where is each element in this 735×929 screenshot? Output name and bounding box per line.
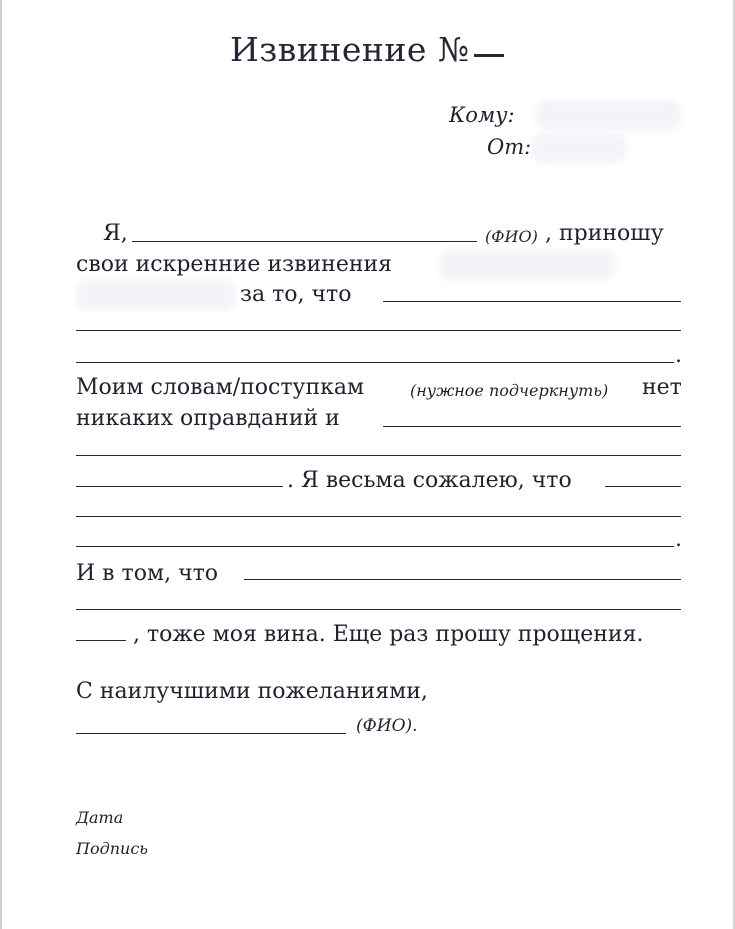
para2-line1: Моим словам/поступкам <box>76 375 365 400</box>
blank-line-7 <box>76 455 681 456</box>
period-2: . <box>675 527 682 552</box>
para3-prefix: И в том, что <box>76 561 219 586</box>
para2-line2: никаких оправданий и <box>76 406 340 431</box>
line3-text: за то, что <box>240 282 352 307</box>
blank-line-8 <box>76 486 283 487</box>
signature-label: Подпись <box>76 839 149 858</box>
blank-line-4 <box>76 330 681 331</box>
blank-line-9 <box>605 486 681 487</box>
date-label: Дата <box>76 808 124 827</box>
blank-line-3 <box>383 301 681 302</box>
closing-wishes: С наилучшими пожеланиями, <box>76 679 428 704</box>
para3-fault: , тоже моя вина. Еще раз прошу прощения. <box>133 622 644 647</box>
to-label: Кому: <box>449 103 515 127</box>
redacted-name-2 <box>76 280 236 310</box>
line1-suffix: , приношу <box>545 221 664 246</box>
document-title <box>230 30 504 69</box>
para2-regret: . Я весьма сожалею, что <box>287 468 572 493</box>
blank-line-10 <box>76 516 681 517</box>
line2-text: свои искренние извинения <box>76 252 393 277</box>
line1-prefix: Я, <box>103 221 128 246</box>
title-number-blank <box>474 54 504 57</box>
recipient-name-redacted <box>536 100 681 130</box>
fio-hint-1: (ФИО) <box>485 227 538 246</box>
blank-line-13 <box>76 609 681 610</box>
page-border-left <box>0 0 2 929</box>
blank-line-14 <box>76 640 126 641</box>
fio-blank-1 <box>132 241 477 242</box>
period-1: . <box>675 343 682 368</box>
para2-net: нет <box>642 375 682 400</box>
closing-fio-blank <box>76 733 346 734</box>
blank-line-12 <box>244 579 681 580</box>
blank-line-11 <box>76 546 674 547</box>
redacted-name-1 <box>440 250 615 280</box>
title-text: Извинение № <box>230 30 470 69</box>
blank-line-6 <box>383 426 681 427</box>
para2-hint: (нужное подчеркнуть) <box>410 381 609 400</box>
blank-line-5 <box>76 362 674 363</box>
sender-name-redacted <box>532 133 627 163</box>
closing-fio: (ФИО). <box>356 716 418 736</box>
from-label: От: <box>487 135 532 159</box>
